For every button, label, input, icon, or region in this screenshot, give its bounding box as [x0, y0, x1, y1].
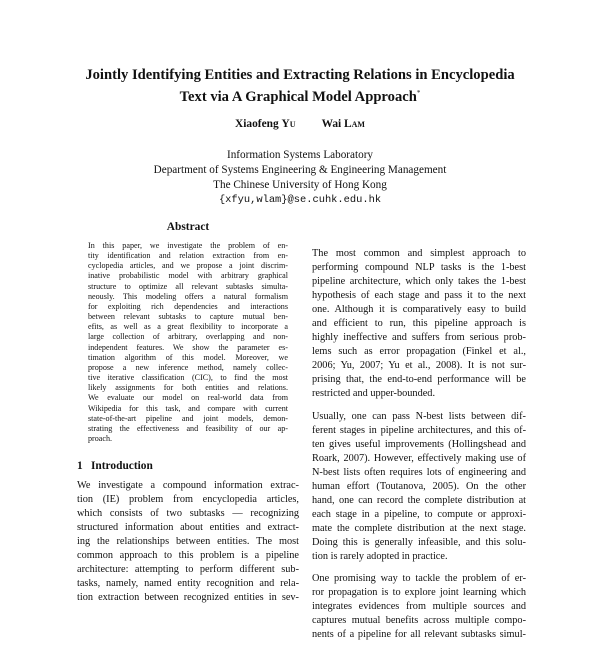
abstract-line: inative probabilistic model with arbitrary graphical: [88, 271, 288, 281]
right-column-line: and efficient to run, this pipeline approach is: [312, 318, 526, 330]
section-number: 1: [77, 460, 83, 472]
abstract-line: state-of-the-art pipeline and joint models, demon-: [88, 413, 288, 423]
right-column-line: N-best lists often requires lots of engineering and: [312, 466, 526, 478]
right-column-line: restricted and upper-bounded.: [312, 388, 436, 400]
abstract-line: proach.: [88, 433, 113, 443]
affiliation: [0, 148, 600, 208]
abstract-line: tity identification and relation extraction from en-: [88, 251, 288, 261]
abstract-line: efits, as well as a great flexibility to incorporate a: [88, 322, 288, 332]
introduction-body: [77, 479, 299, 605]
abstract-line: structure to optimize all relevant subtasks simulta-: [88, 281, 288, 291]
right-column-body: [312, 247, 526, 650]
abstract-line: We evaluate our model on real-world data from: [88, 393, 288, 403]
affiliation-department: Department of Systems Engineering & Engineering Management: [153, 164, 447, 176]
title-line-2: Text via A Graphical Model Approach: [179, 88, 417, 105]
abstract-line: propose a new inference method, namely collec-: [88, 362, 288, 372]
introduction-line: tion (IE) problem from encyclopedia articles,: [77, 494, 299, 506]
right-column-line: captures mutual benefits across multiple compo-: [312, 615, 526, 627]
right-column-line: ror propagation is to explore joint learning which: [312, 587, 526, 599]
section-title: Introduction: [91, 460, 153, 472]
introduction-line: tasks, namely, named entity recognition and rela-: [77, 578, 299, 590]
right-column-line: hand, one can record the complete distribution at: [312, 494, 526, 506]
introduction-line: ing the relationships between entities. The most: [77, 536, 299, 548]
right-column-line: human effort (Toutanova, 2005). On the other: [312, 480, 526, 492]
paper-title: [60, 66, 540, 106]
introduction-line: structured information about entities and extract-: [77, 522, 299, 534]
right-column-line: Roark, 2007). However, effectively making use of: [312, 452, 526, 464]
right-column-line: ten gives useful improvements (Hollingshead and: [312, 438, 526, 450]
abstract-line: for exploiting rich dependencies and interactions: [88, 301, 288, 311]
introduction-line: which consists of two subtasks — recognizing: [77, 508, 299, 520]
abstract-line: independent features. We show the parameter es-: [88, 342, 288, 352]
right-column-line: each stage in a pipeline, to compute or approxi-: [312, 508, 526, 520]
abstract-line: tive iterative classification (CIC), to find the most: [88, 373, 288, 383]
abstract-line: cyclopedia articles, and we propose a joint discrim-: [88, 261, 288, 271]
right-column-line: nents of a pipeline for all relevant subtasks simul-: [312, 629, 526, 641]
author-2: Wai Lam: [321, 118, 365, 130]
abstract-line: timation algorithm of this model. Moreover, we: [88, 352, 288, 362]
right-column-line: lems such as error propagation (Finkel et al.,: [312, 346, 526, 358]
right-paragraph: [312, 247, 526, 402]
section-heading-introduction: [77, 460, 297, 472]
right-column-line: ferent stages in pipeline architectures, and this of-: [312, 424, 526, 436]
abstract-line: likely assignments for both entities and relations.: [88, 383, 288, 393]
right-column-line: tion is rarely adopted in practice.: [312, 550, 448, 562]
right-column-line: One promising way to tackle the problem of er-: [312, 573, 526, 585]
title-footnote-mark: *: [416, 89, 421, 97]
introduction-line: tion extraction between recognized entities in sev-: [77, 592, 299, 604]
right-column-line: Doing this is generally infeasible, and this solu-: [312, 536, 526, 548]
right-column-line: one. Although it is comparatively easy to build: [312, 304, 526, 316]
right-column-line: highly ineffective and suffers from serious prob-: [312, 332, 526, 344]
right-column-line: performing compound NLP tasks is the 1-best: [312, 262, 526, 274]
right-column-line: Usually, one can pass N-best lists between dif-: [312, 410, 526, 422]
author-email: {xfyu,wlam}@se.cuhk.edu.hk: [218, 194, 382, 206]
abstract-line: between relevant subtasks to capture mutual ben-: [88, 312, 288, 322]
right-column-line: hypothesis of each stage and pass it to the next: [312, 290, 526, 302]
author-1: Xiaofeng Yu: [235, 118, 296, 130]
abstract-line: Wikipedia for this task, and compare with current: [88, 403, 288, 413]
abstract-heading: Abstract: [166, 221, 210, 233]
introduction-line: common approach to this problem is a pipeline: [77, 550, 299, 562]
right-column-line: The most common and simplest approach to: [312, 248, 526, 259]
right-paragraph: [312, 572, 526, 642]
right-column-line: integrates evidences from multiple sources and: [312, 601, 526, 613]
abstract-line: strating the effectiveness and feasibility of our ap-: [88, 423, 288, 433]
introduction-line: We investigate a compound information extrac-: [77, 480, 299, 491]
introduction-line: architecture: attempting to perform different sub-: [77, 564, 299, 576]
right-column-line: prising that, the end-to-end performance will be: [312, 374, 526, 386]
right-column-line: 2006; Yu, 2007; Yu et al., 2008). It is not sur-: [312, 360, 526, 372]
right-column-line: pipeline architecture, which only takes the 1-best: [312, 276, 526, 288]
abstract-line: neously. This modeling offers a natural formalism: [88, 291, 288, 301]
abstract-line: In this paper, we investigate the problem of en-: [88, 241, 288, 250]
affiliation-lab: Information Systems Laboratory: [226, 149, 374, 161]
affiliation-university: The Chinese University of Hong Kong: [213, 179, 387, 191]
right-column-line: mate the complete distribution at the next stage.: [312, 522, 526, 534]
abstract-body: [88, 241, 288, 444]
author-list: [0, 118, 600, 130]
right-paragraph: [312, 410, 526, 565]
abstract-line: large collection of arbitrary, overlapping and non-: [88, 332, 288, 342]
title-line-1: Jointly Identifying Entities and Extracting Relations in Encyclopedia: [85, 67, 515, 83]
